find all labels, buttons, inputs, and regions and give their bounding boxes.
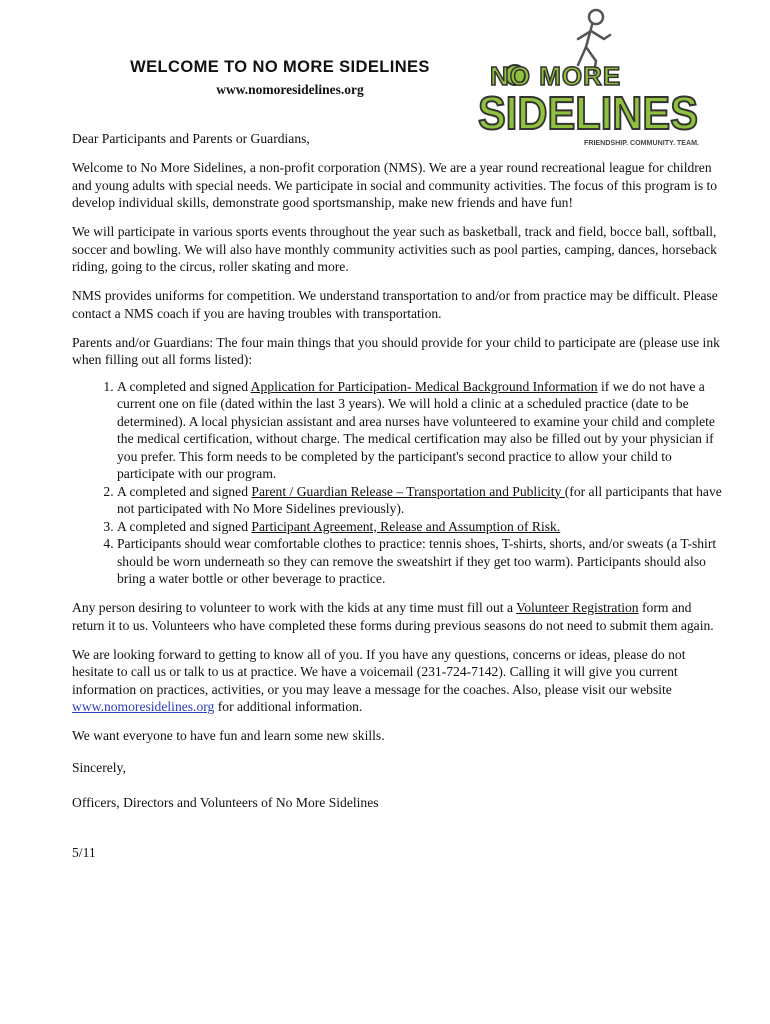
logo-line2: SIDELINES: [478, 87, 698, 139]
form-title-release: Parent / Guardian Release – Transportation and Publicity: [251, 483, 565, 499]
header-website: www.nomoresidelines.org: [216, 82, 364, 97]
document-date: 5/11: [72, 844, 96, 860]
form-title-application: Application for Participation- Medical Background Information: [250, 378, 598, 394]
list-item: 1. A completed and signed Application for Participation- Medical Background Information if we do not have a current one on file (dated within the last 3 years). We will hold a clinic at a scheduled practice (date to be determined). A local physician assistant and area nurses have volunteered to examine your child and complete the medical certification, without charge. The medical certification may also be filled out by your physician if you prefer. This form needs to be completed by the participant's second practice to allow your child to participate with our program.: [117, 378, 727, 483]
logo-tagline: FRIENDSHIP. COMMUNITY. TEAM.: [584, 138, 699, 147]
paragraph-intro: Welcome to No More Sidelines, a non-profit corporation (NMS). We are a year round recreational league for children and young adults with special needs. We participate in social and community activities. The focus of this program is to develop individual skills, demonstrate good sportsmanship, make new friends and have fun!: [72, 160, 718, 210]
letter-body: [72, 130, 727, 873]
paragraph-activities: We will participate in various sports events throughout the year such as basketball, track and field, bocce ball, softball, soccer and bowling. We will also have monthly community activities such as pool parties, camping, dances, horseback riding, going to the circus, roller skating and more.: [72, 224, 717, 274]
requirements-list: [72, 378, 727, 588]
paragraph-requirements: Parents and/or Guardians: The four main things that you should provide for your child to participate are (please use ink when filling out all forms listed):: [72, 334, 720, 367]
form-title-volunteer: Volunteer Registration: [516, 600, 639, 615]
list-item: 4. Participants should wear comfortable clothes to practice: tennis shoes, T-shirts, shorts, and/or sweats (a T-shirt should be worn underneath so they can remove the sweatshirt if they get too warm). Participants should also bring a water bottle or other beverage to practice.: [117, 535, 727, 588]
website-link[interactable]: www.nomoresidelines.org: [72, 699, 215, 714]
form-title-agreement: Participant Agreement, Release and Assumption of Risk.: [251, 518, 561, 534]
list-item: 2. A completed and signed Parent / Guardian Release – Transportation and Publicity (for all participants that have not participated with No More Sidelines previously).: [117, 483, 727, 518]
closing: Sincerely,: [72, 759, 126, 775]
paragraph-contact: We are looking forward to getting to know all of you. If you have any questions, concerns or ideas, please do not hesitate to call us or talk to us at practice. We have a voicemail (231-724-7142). Calling it will give you current information on practices, activities, or you may leave a message for the coaches. Also, please visit our website www.nomoresidelines.org for additional information.: [72, 646, 686, 714]
paragraph-volunteer: Any person desiring to volunteer to work with the kids at any time must fill out a Volunteer Registration form and return it to us. Volunteers who have completed these forms during previous seasons do not need to submit them again.: [72, 600, 714, 633]
signature: Officers, Directors and Volunteers of No More Sidelines: [72, 795, 379, 810]
list-item: 3. A completed and signed Participant Agreement, Release and Assumption of Risk.: [117, 518, 727, 536]
salutation: Dear Participants and Parents or Guardians,: [72, 131, 310, 146]
paragraph-fun: We want everyone to have fun and learn some new skills.: [72, 728, 385, 743]
no-more-sidelines-logo: [472, 5, 704, 150]
page-title: WELCOME TO NO MORE SIDELINES: [130, 58, 430, 76]
paragraph-transportation: NMS provides uniforms for competition. We understand transportation to and/or from practice may be difficult. Please contact a NMS coach if you are having troubles with transportation.: [72, 288, 718, 321]
logo-line1: NO MORE: [490, 61, 622, 91]
